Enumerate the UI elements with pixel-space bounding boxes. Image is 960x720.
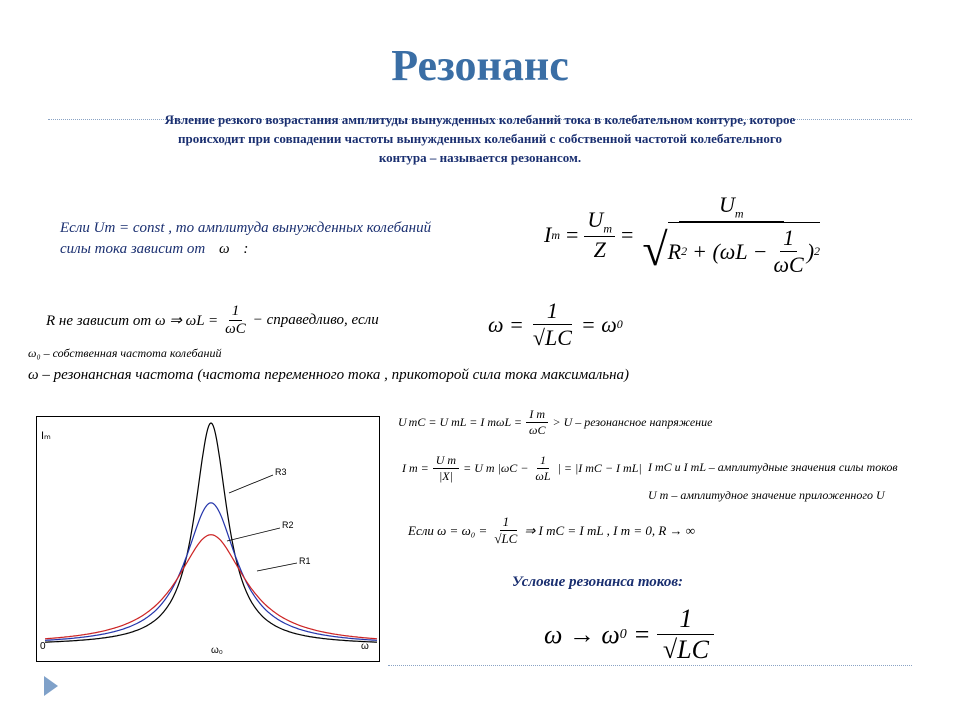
resonance-plot-svg: [37, 417, 379, 661]
current-notes: [648, 453, 898, 509]
page-title: Резонанс: [391, 41, 569, 90]
curve-r2: [45, 503, 377, 641]
condition-formula: ω → ω 0 = $\frac{1}{√LC}$: [544, 604, 714, 665]
omega-resonance-formula: ω = $\frac{1}{√LC}$ = ω 0: [488, 298, 623, 350]
um-over-impedance: $U_m$ √ R 2 + (ωL − $\frac{1}{\omega C}$ ) 2: [642, 192, 821, 278]
current-note-2: U m – амплитудное значение приложенного U: [648, 488, 885, 502]
curve-r3: [45, 423, 377, 642]
um-const-line-1: Если Um = const , то амплитуда вынужденных колебаний: [60, 220, 432, 236]
definition-text: [60, 110, 900, 167]
um-const-line-2: силы тока зависит от: [60, 241, 206, 257]
definition-line-2: происходит при совпадении частоты вынужденных колебаний с собственной частотой колебательного: [178, 131, 782, 146]
r-independent-formula: R не зависит от ω ⇒ ωL = $\frac{1}{\omega C}$ − справедливо, если: [46, 303, 379, 337]
bottom-divider: [388, 665, 912, 666]
x-end-label: ω: [361, 641, 369, 652]
omega0-note: ω₀ – собственная частота колебаний: [28, 346, 222, 360]
y-axis-label: Iₘ: [41, 430, 51, 442]
definition-line-3: контура – называется резонансом.: [378, 150, 582, 165]
um-const-text: [60, 218, 530, 260]
curve-r1: [45, 535, 377, 639]
resonance-plot: [36, 416, 380, 662]
current-formula: I m = $\frac{\text{U m}}{|X|}$ = U m |ωC − $\frac{1}{\omega L}$ | = |I mC − I mL|: [402, 453, 642, 483]
curve-label-r3: R3: [275, 467, 287, 477]
curve-label-r1: R1: [299, 556, 311, 566]
omega-symbol: ω: [219, 241, 230, 257]
curve-label-r2: R2: [282, 520, 294, 530]
x-origin-label: 0: [40, 641, 46, 652]
omega-note: ω – резонансная частота (частота переменного тока , прикоторой сила тока максимальна): [28, 367, 630, 383]
next-arrow-icon[interactable]: [44, 676, 58, 696]
condition-label: Условие резонанса токов:: [512, 574, 684, 590]
colon: :: [243, 241, 249, 257]
current-note-1: I mC и I mL – амплитудные значения силы токов: [648, 460, 898, 474]
um-over-z: $\frac{U_m}{Z}$: [584, 207, 615, 263]
x-res-label: ω₀: [211, 645, 223, 656]
if-omega0-formula: Если ω = ω₀ = $\frac{1}{√LC}$ ⇒ I mC = I mL , I m = 0, R → ∞: [408, 514, 696, 546]
definition-line-1: Явление резкого возрастания амплитуды вынужденных колебаний тока в колебательном контуре, которое: [164, 112, 796, 127]
im-formula: I m = $\frac{U_m}{Z}$ = $U_m$ √ R 2 + (ωL − $\frac{1}{\omega C}$ ) 2: [544, 192, 823, 278]
voltage-resonance-formula: U mC = U mL = I mωL = $\frac{\text{I m}}{\omega C}$ > U – резонансное напряжение: [398, 407, 713, 437]
